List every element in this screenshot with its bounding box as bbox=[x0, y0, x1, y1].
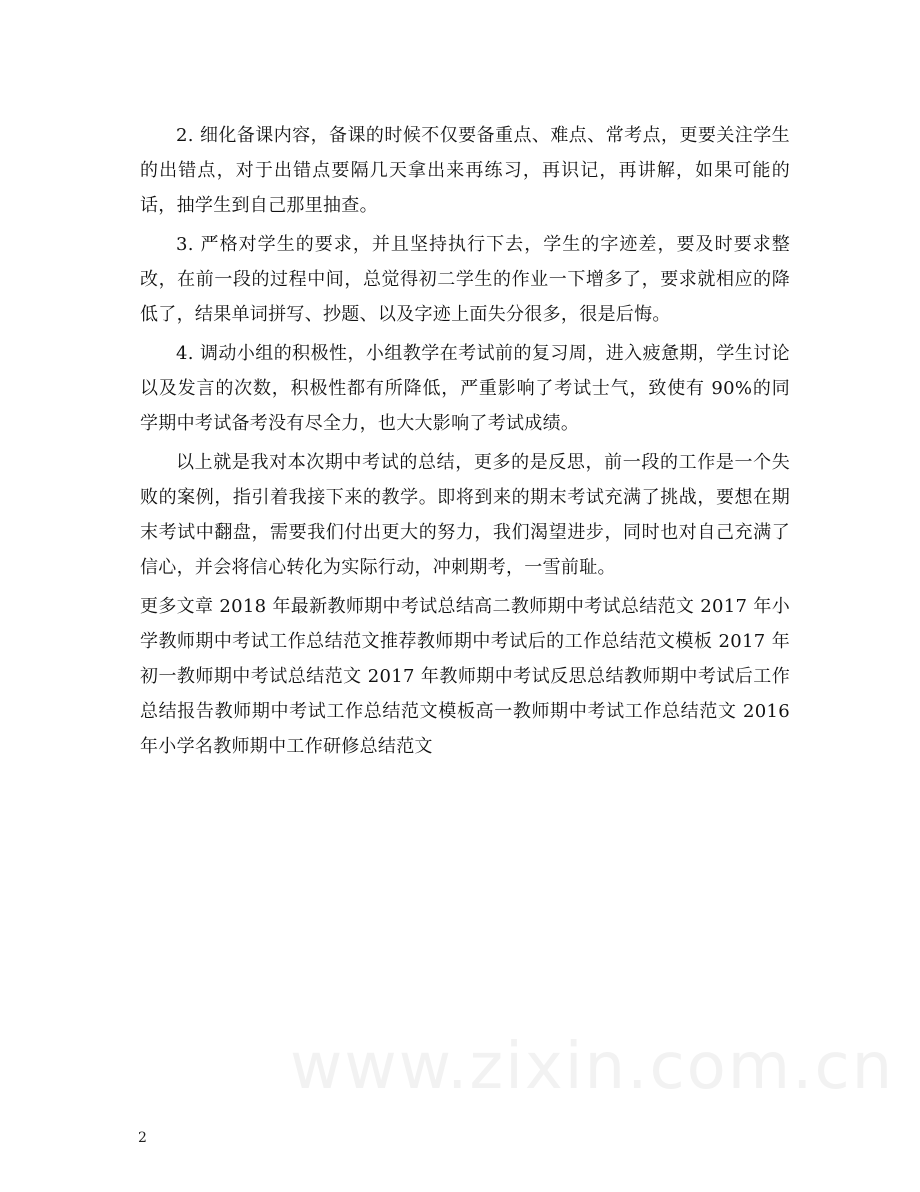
paragraph-item-2: 2. 细化备课内容，备课的时候不仅要备重点、难点、常考点，更要关注学生的出错点，对于出错点要隔几天拿出来再练习，再识记，再讲解，如果可能的话，抽学生到自己那里抽查。 bbox=[140, 125, 790, 216]
paragraph-item-3: 3. 严格对学生的要求，并且坚持执行下去，学生的字迹差，要及时要求整改，在前一段的过程中间，总觉得初二学生的作业一下增多了，要求就相应的降低了，结果单词拼写、抄题、以及字迹上面失分很多，很是后悔。 bbox=[140, 234, 790, 325]
paragraph-item-4: 4. 调动小组的积极性，小组教学在考试前的复习周，进入疲惫期，学生讨论以及发言的次数，积极性都有所降低，严重影响了考试士气，致使有 90%的同学期中考试备考没有尽全力，也大大影响了考试成绩。 bbox=[140, 343, 790, 434]
more-articles-text: 更多文章 2018 年最新教师期中考试总结高二教师期中考试总结范文 2017 年小学教师期中考试工作总结范文推荐教师期中考试后的工作总结范文模板 2017 年初一教师期中考试总结范文 2017 年教师期中考试反思总结教师期中考试后工作总结报告教师期中考试工作总结范文模板高一教师期中考试工作总结范文 2016 年小学名教师期中工作研修总结范文 bbox=[140, 596, 790, 757]
page-number: 2 bbox=[138, 1130, 147, 1146]
paragraph-conclusion: 以上就是我对本次期中考试的总结，更多的是反思，前一段的工作是一个失败的案例，指引着我接下来的教学。即将到来的期末考试充满了挑战，要想在期末考试中翻盘，需要我们付出更大的努力，我们渴望进步，同时也对自己充满了信心，并会将信心转化为实际行动，冲刺期考，一雪前耻。 bbox=[140, 452, 790, 578]
watermark: www.zixin.com.cn bbox=[290, 1030, 895, 1104]
document-body bbox=[140, 118, 790, 764]
